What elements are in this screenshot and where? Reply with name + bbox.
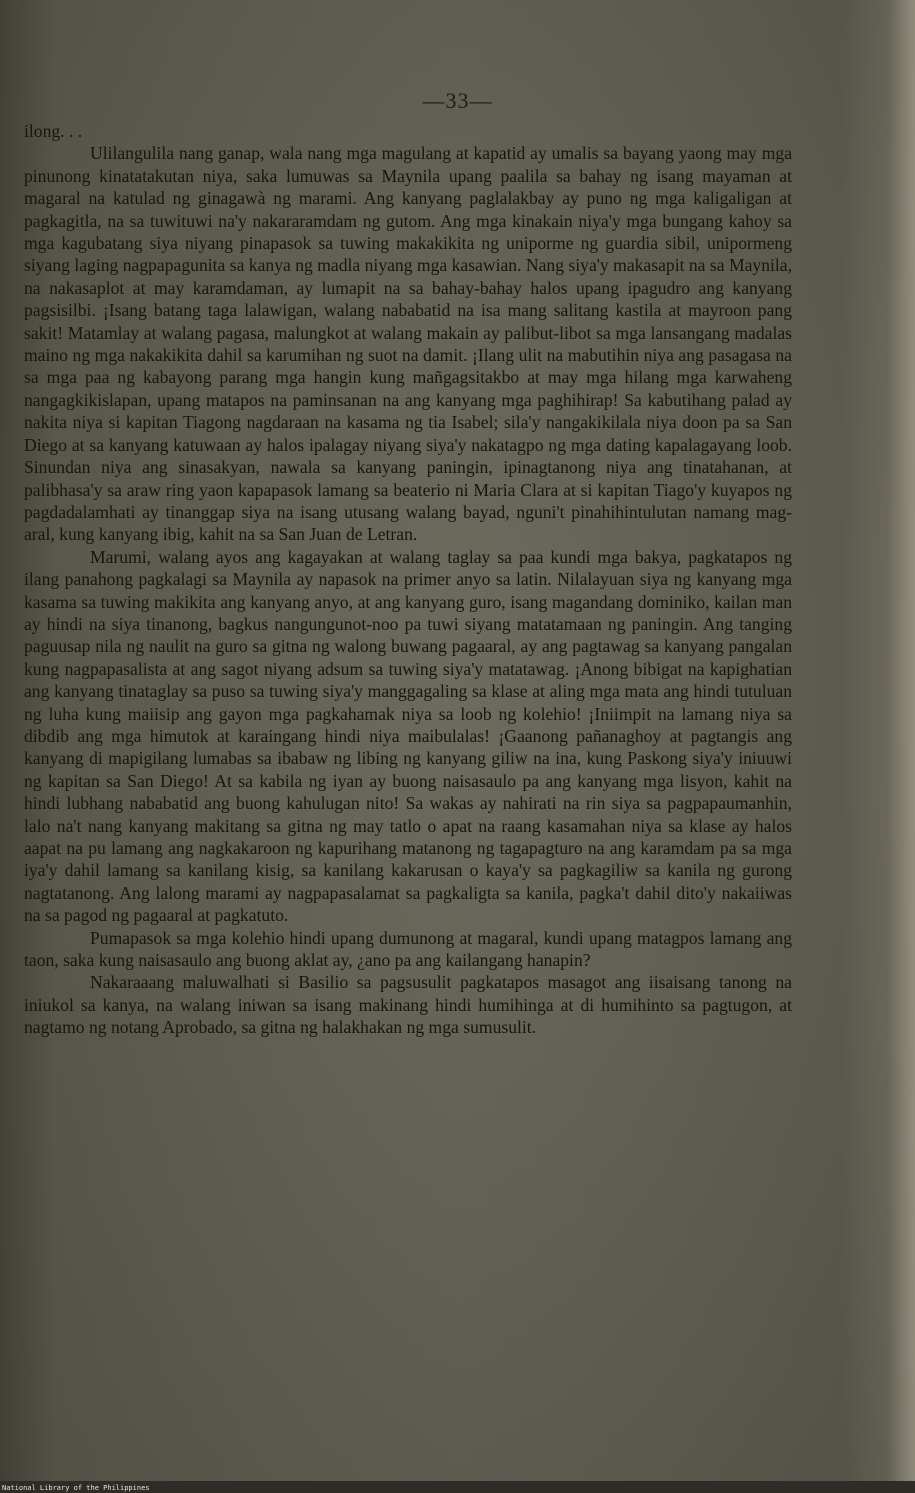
paragraph: Marumi, walang ayos ang kagayakan at walang taglay sa paa kundi mga bakya, pagkatapos ng ilang panahong pagkalagi sa Maynila ay napasok na primer anyo sa latin. Nilalayuan siya ng kanyang mga kasama sa tuwing makikita ang kanyang anyo, at ang kanyang guro, isang magandang dominiko, kailan man ay hindi na siya tinanong, bagkus nangungunot-noo pa tuwi siyang matatamaan ng paningin. Ang tanging paguusap nila ng naulit na guro sa gitna ng walong buwang pagaaral, ay ang pagtawag sa kanyang pangalan kung nagpapasalista at ang sagot niyang adsum sa tuwing siya'y matatawag. ¡Anong bibigat na kapighatian ang kanyang tinataglay sa puso sa tuwing siya'y manggagaling sa klase at aling mga mata ang hindi tutuluan ng luha kung maiisip ang gayon mga pagkahamak niya sa loob ng kolehio! ¡Iniimpit na lamang niya sa dibdib ang mga himutok at karaingang hindi niya maibulalas! ¡Gaanong pañanaghoy at pagtangis ang kanyang di mapigilang lumabas sa ibabaw ng libing ng kanyang giliw na ina, kung Paskong siya'y iniuuwi ng kapitan sa San Diego! At sa kabila ng iyan ay buong naisasaulo pa ang kanyang mga lisyon, kahit na hindi lubhang nababatid ang buong kahulugan nito! Sa wakas ay nahirati na rin siya sa pagpapaumanhin, lalo na't nang kanyang makitang sa gitna ng may tatlo o apat na raang kasamahan niya sa klase ay halos aapat na pu lamang ang nagkakaroon ng kapurihang matanong ng tagapagturo na ang karamdam pa sa mga iya'y dahil lamang sa kanilang kisig, sa kanilang kakarusan o kaya'y sa pagkagiliw sa kanila ng gurong nagtatanong. Ang lalong marami ay nagpapasalamat sa pagkaligta sa kanila, pagka't dahil dito'y nakaiiwas na sa pagod ng pagaaral at pagkatuto.	[24, 546, 792, 926]
page-edge-shadow	[887, 0, 915, 1493]
paragraph: Pumapasok sa mga kolehio hindi upang dumunong at magaral, kundi upang matagpos lamang ang taon, saka kung naisasaulo ang buong aklat ay, ¿ano pa ang kailangang hanapin?	[24, 927, 792, 971]
paragraph: ilong. . .	[24, 121, 83, 141]
library-credit: National Library of the Philippines	[2, 1484, 150, 1492]
paragraph: Ulilangulila nang ganap, wala nang mga magulang at kapatid ay umalis sa bayang yaong may mga pinunong kinatatakutan niya, saka lumuwas sa Maynila upang paalila sa bahay ng isang mayaman at magaral na katulad ng ginagawà ng marami. Ang kanyang paglalakbay ay puno ng mga kaligaligan at pagkagitla, na sa tuwituwi na'y nakararamdam ng gutom. Ang mga kinakain niya'y mga bungang kahoy sa mga kagubatang siya niyang pinapasok sa tuwing makakikita ng uniporme ng guardia sibil, unipormeng siyang laging nagpapagunita sa kanya ng madla niyang mga kasawian. Nang siya'y makasapit na sa Maynila, na nakasaplot at may karamdaman, ay lumapit na sa bahay-bahay halos upang ipagudro ang kanyang pagsisilbi. ¡Isang batang taga lalawigan, walang nababatid na isa mang salitang kastila at mayroon pang sakit! Matamlay at walang pagasa, malungkot at walang makain ay palibut-libot sa mga lansangang madalas maino ng mga nakakikita dahil sa karumihan ng suot na damit. ¡Ilang ulit na mabutihin niya ang pasagasa na sa mga paa ng kabayong parang mga hangin kung mañgagsitakbo at may mga hilang mga karwaheng nangagkikislapan, upang matapos na paminsanan na ang kanyang mga paghihirap! Sa kabutihang palad ay nakita niya si kapitan Tiagong nagdaraan na kasama ng tia Isabel; sila'y nangakikilala niya doon pa sa San Diego at sa kanyang katuwaan ay halos ipalagay niyang siya'y nakatagpo ng mga dating kapalagayang loob. Sinundan niya ang sinasakyan, nawala sa kanyang paningin, ipinagtanong niya ang tinatahanan, at palibhasa'y sa araw ring yaon kapapasok lamang sa beaterio ni Maria Clara at si kapitan Tiago'y kuyapos ng pagdadalamhati ay tinanggap siya na isang utusang walang bayad, nguni't pinahihintulutan namang mag-aral, kung kanyang ibig, kahit na sa San Juan de Letran.	[24, 143, 792, 545]
page-number: —33—	[422, 88, 493, 113]
body-text	[24, 120, 792, 1039]
paragraph: Nakaraaang maluwalhati si Basilio sa pagsusulit pagkatapos masagot ang iisaisang tanong na iniukol sa kanya, na walang iniwan sa isang makinang hindi humihinga at di humihinto sa pagtugon, at nagtamo ng notang Aprobado, sa gitna ng halakhakan ng mga sumusulit.	[24, 972, 792, 1038]
